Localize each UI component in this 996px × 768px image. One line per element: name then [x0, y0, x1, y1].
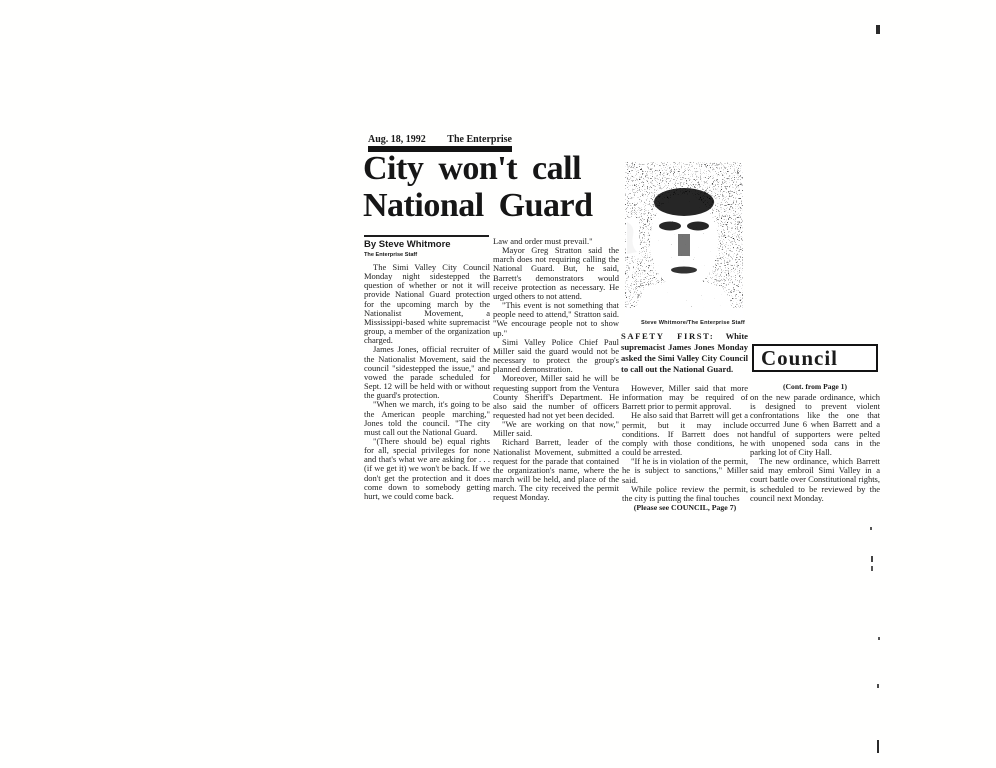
paragraph: Simi Valley Police Chief Paul Miller said the guard would not be necessary to protect the group's planned demonstration.	[493, 336, 619, 375]
halftone-portrait-graphic	[625, 162, 743, 318]
council-title: Council	[761, 345, 839, 370]
paragraph: The Simi Valley City Council Monday night sidestepped the question of whether or not it will provide National Guard protection for the upcoming march by the Nationalist Movement, a Mississippi-based white supremacist group, a member of the organization charged.	[364, 262, 490, 346]
paragraph: Law and order must prevail."	[493, 236, 593, 246]
paragraph: Moreover, Miller said he will be requesting support from the Ventura County Sheriff's Department. He also said the number of officers requested had not yet been decided.	[493, 373, 619, 420]
paragraph: While police review the permit, the city is putting the final touches	[622, 483, 748, 503]
jumpline: (Please see COUNCIL, Page 7)	[633, 503, 737, 513]
byline-affiliation: The Enterprise Staff	[364, 252, 418, 258]
byline-rule	[364, 235, 489, 237]
paragraph: "This event is not something that people need to attend," Stratton said. "We encourage people not to show up."	[493, 300, 619, 338]
scan-artifact	[877, 740, 879, 753]
masthead	[368, 134, 512, 145]
council-headline-box	[752, 344, 878, 372]
scan-artifact	[877, 684, 879, 688]
paragraph: "When we march, it's going to be the American people marching," Jones told the council. "The city must call out the National Guard.	[364, 399, 490, 437]
masthead-publication: The Enterprise	[447, 134, 512, 145]
headline-line1: City won't call	[363, 150, 582, 187]
paragraph: "If he is in violation of the permit, he is subject to sanctions," Miller said.	[622, 456, 748, 485]
council-continued-line: (Cont. from Page 1)	[783, 382, 847, 391]
paragraph: However, Miller said that more information may be required of Barrett prior to permit approval.	[622, 383, 748, 412]
article-photo	[625, 162, 743, 318]
scan-artifact	[870, 527, 872, 530]
headline-line2: National Guard	[363, 187, 593, 224]
council-column	[750, 393, 880, 503]
paragraph: "We are working on that now," Miller said.	[493, 419, 619, 439]
scan-artifact	[876, 25, 880, 34]
caption-lead: SAFETY FIRST:	[621, 331, 715, 341]
paragraph: The new ordinance, which Barrett said may embroil Simi Valley in a court battle over Constitutional rights, is scheduled to be reviewed by the council next Monday.	[750, 456, 880, 503]
paragraph: He also said that Barrett will get a permit, but it may include conditions. If Barrett does not comply with those conditions, he could be arrested.	[622, 410, 748, 458]
paragraph: Mayor Greg Stratton said the march does not requiring calling the National Guard. But, he said, Barrett's demonstrators would receive protection as necessary. He urged others to not attend.	[493, 245, 619, 301]
paragraph: "(There should be) equal rights for all, special privileges for none and that's what we are asking for . . . (if we get it) we won't be back. If we don't get the protection and it does come down to somebody getting hurt, we could come back.	[364, 435, 490, 501]
article-column-2	[493, 237, 619, 503]
masthead-date: Aug. 18, 1992	[368, 134, 426, 145]
caption-text: White supremacist James Jones Monday asked the Simi Valley City Council to call out the National Guard.	[621, 331, 748, 374]
headline	[363, 150, 613, 224]
article-column-3-paragraphs	[622, 384, 748, 503]
scan-artifact	[878, 637, 880, 640]
paragraph: James Jones, official recruiter of the Nationalist Movement, said the council "sidestepped the issue," and vowed the parade scheduled for Sept. 12 will be held with or without the guard's protection.	[364, 344, 490, 401]
scan-artifact	[871, 566, 873, 571]
article-column-3	[622, 384, 748, 512]
photo-credit: Steve Whitmore/The Enterprise Staff	[641, 320, 745, 326]
paragraph: on the new parade ordinance, which is designed to prevent violent confrontations like the one that occurred June 6 when Barrett and a handful of supporters were pelted with unopened soda cans in the parking lot of City Hall.	[750, 392, 880, 457]
paragraph: Richard Barrett, leader of the Nationalist Movement, submitted a request for the parade that contained the organization's name, where the march will be held, and place of the march. The city received the permit request Monday.	[493, 437, 619, 503]
article-column-1	[364, 263, 490, 501]
photo-caption	[621, 331, 748, 375]
scan-artifact	[871, 556, 873, 562]
byline-author: By Steve Whitmore	[364, 239, 451, 250]
